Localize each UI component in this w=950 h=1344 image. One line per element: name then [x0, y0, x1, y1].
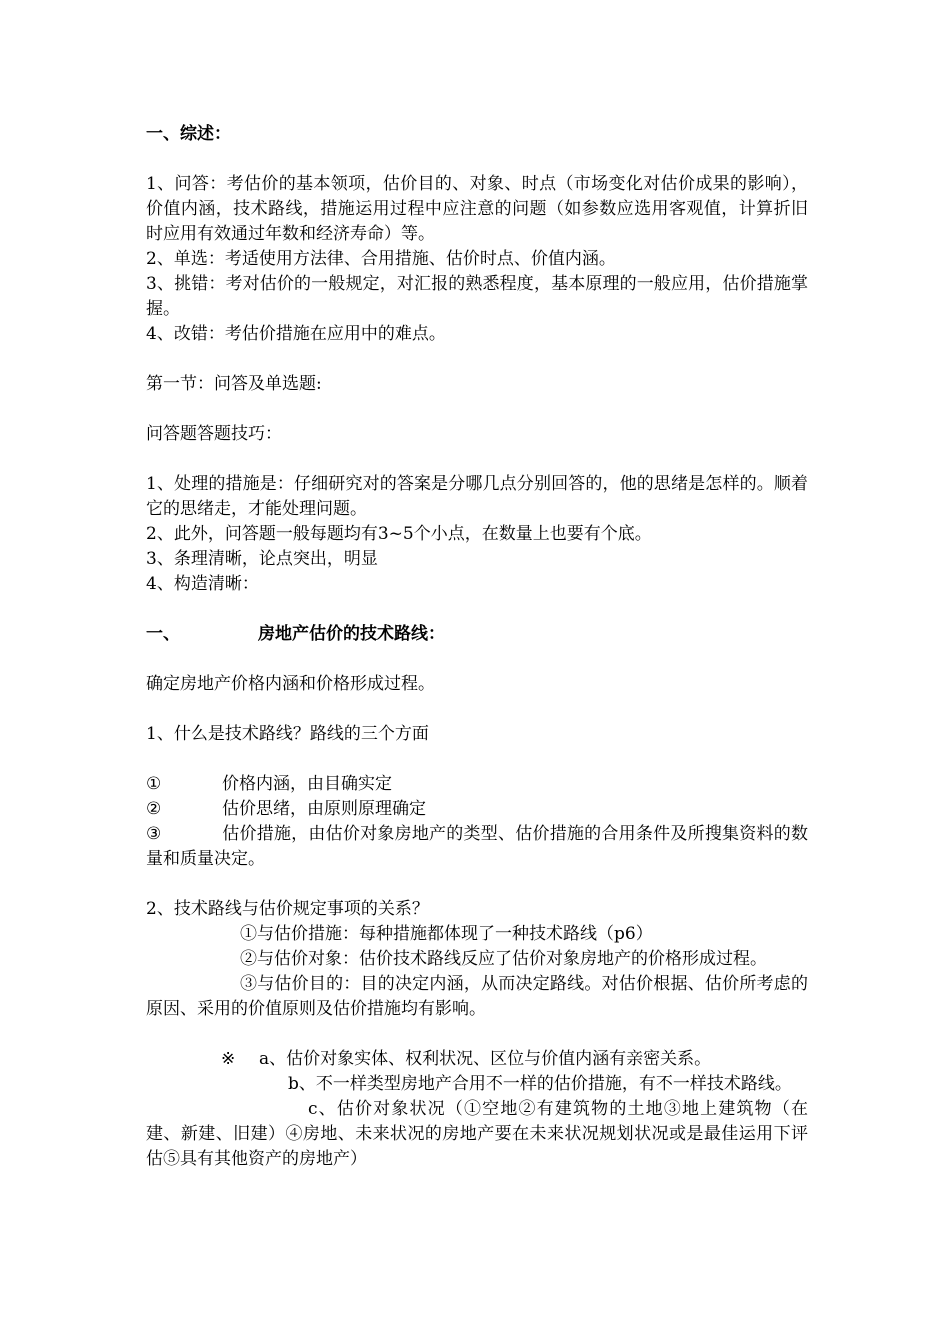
document-page — [146, 122, 808, 1172]
reference-mark: ※ — [221, 1049, 236, 1069]
note-text: a、估价对象实体、权利状况、区位与价值内涵有亲密关系。 — [259, 1049, 712, 1069]
aspect-item-3 — [146, 822, 808, 872]
route-heading — [146, 622, 808, 647]
tips-item-3: 3、条理清晰，论点突出，明显 — [146, 549, 378, 569]
overview-item-2: 2、单选：考适使用方法律、合用措施、估价时点、价值内涵。 — [146, 249, 616, 269]
route-heading-number: 一、 — [146, 624, 180, 644]
aspect-text: 估价思绪，由原则原理确定 — [222, 799, 426, 819]
relation-item-1: ①与估价措施：每种措施都体现了一种技术路线（p6） — [240, 924, 653, 944]
tips-item-4: 4、构造清晰： — [146, 574, 259, 594]
route-heading-text: 房地产估价的技术路线： — [258, 624, 445, 644]
route-question-1: 1、什么是技术路线？路线的三个方面 — [146, 724, 429, 744]
tips-heading: 问答题答题技巧： — [146, 424, 282, 444]
note-item-c: c、估价对象状况（①空地②有建筑物的土地③地上建筑物（在建、新建、旧建）④房地、未来状况的房地产要在未来状况规划状况或是最佳运用下评估⑤具有其他资产的房地产） — [146, 1099, 808, 1169]
note-item-b: b、不一样类型房地产合用不一样的估价措施，有不一样技术路线。 — [288, 1074, 792, 1094]
aspect-item-1 — [146, 772, 808, 797]
relation-item-2: ②与估价对象：估价技术路线反应了估价对象房地产的价格形成过程。 — [240, 949, 767, 969]
tips-item-1: 1、处理的措施是：仔细研究对的答案是分哪几点分别回答的，他的思绪是怎样的。顺着它的思绪走，才能处理问题。 — [146, 474, 808, 519]
aspect-text: 价格内涵，由目确实定 — [222, 774, 392, 794]
aspect-text: 估价措施，由估价对象房地产的类型、估价措施的合用条件及所搜集资料的数量和质量决定。 — [146, 824, 808, 869]
section-heading-overview: 一、综述： — [146, 124, 231, 144]
overview-item-3: 3、挑错：考对估价的一般规定，对汇报的熟悉程度，基本原理的一般应用，估价措施掌握。 — [146, 274, 808, 319]
aspect-mark: ① — [146, 774, 162, 794]
tips-item-2: 2、此外，问答题一般每题均有3~5个小点，在数量上也要有个底。 — [146, 524, 652, 544]
aspect-mark: ② — [146, 799, 162, 819]
aspect-item-2 — [146, 797, 808, 822]
section-title-qa: 第一节：问答及单选题: — [146, 374, 322, 394]
overview-item-1: 1、问答：考估价的基本领项，估价目的、对象、时点（市场变化对估价成果的影响），价值内涵，技术路线，措施运用过程中应注意的问题（如参数应选用客观值，计算折旧时应用有效通过年数和经济寿命）等。 — [146, 174, 808, 244]
note-item-a — [146, 1047, 808, 1072]
overview-item-4: 4、改错：考估价措施在应用中的难点。 — [146, 324, 446, 344]
route-question-2: 2、技术路线与估价规定事项的关系？ — [146, 899, 429, 919]
relation-item-3: ③与估价目的：目的决定内涵，从而决定路线。对估价根据、估价所考虑的原因、采用的价值原则及估价措施均有影响。 — [146, 974, 808, 1019]
route-intro: 确定房地产价格内涵和价格形成过程。 — [146, 674, 435, 694]
aspect-mark: ③ — [146, 824, 162, 844]
